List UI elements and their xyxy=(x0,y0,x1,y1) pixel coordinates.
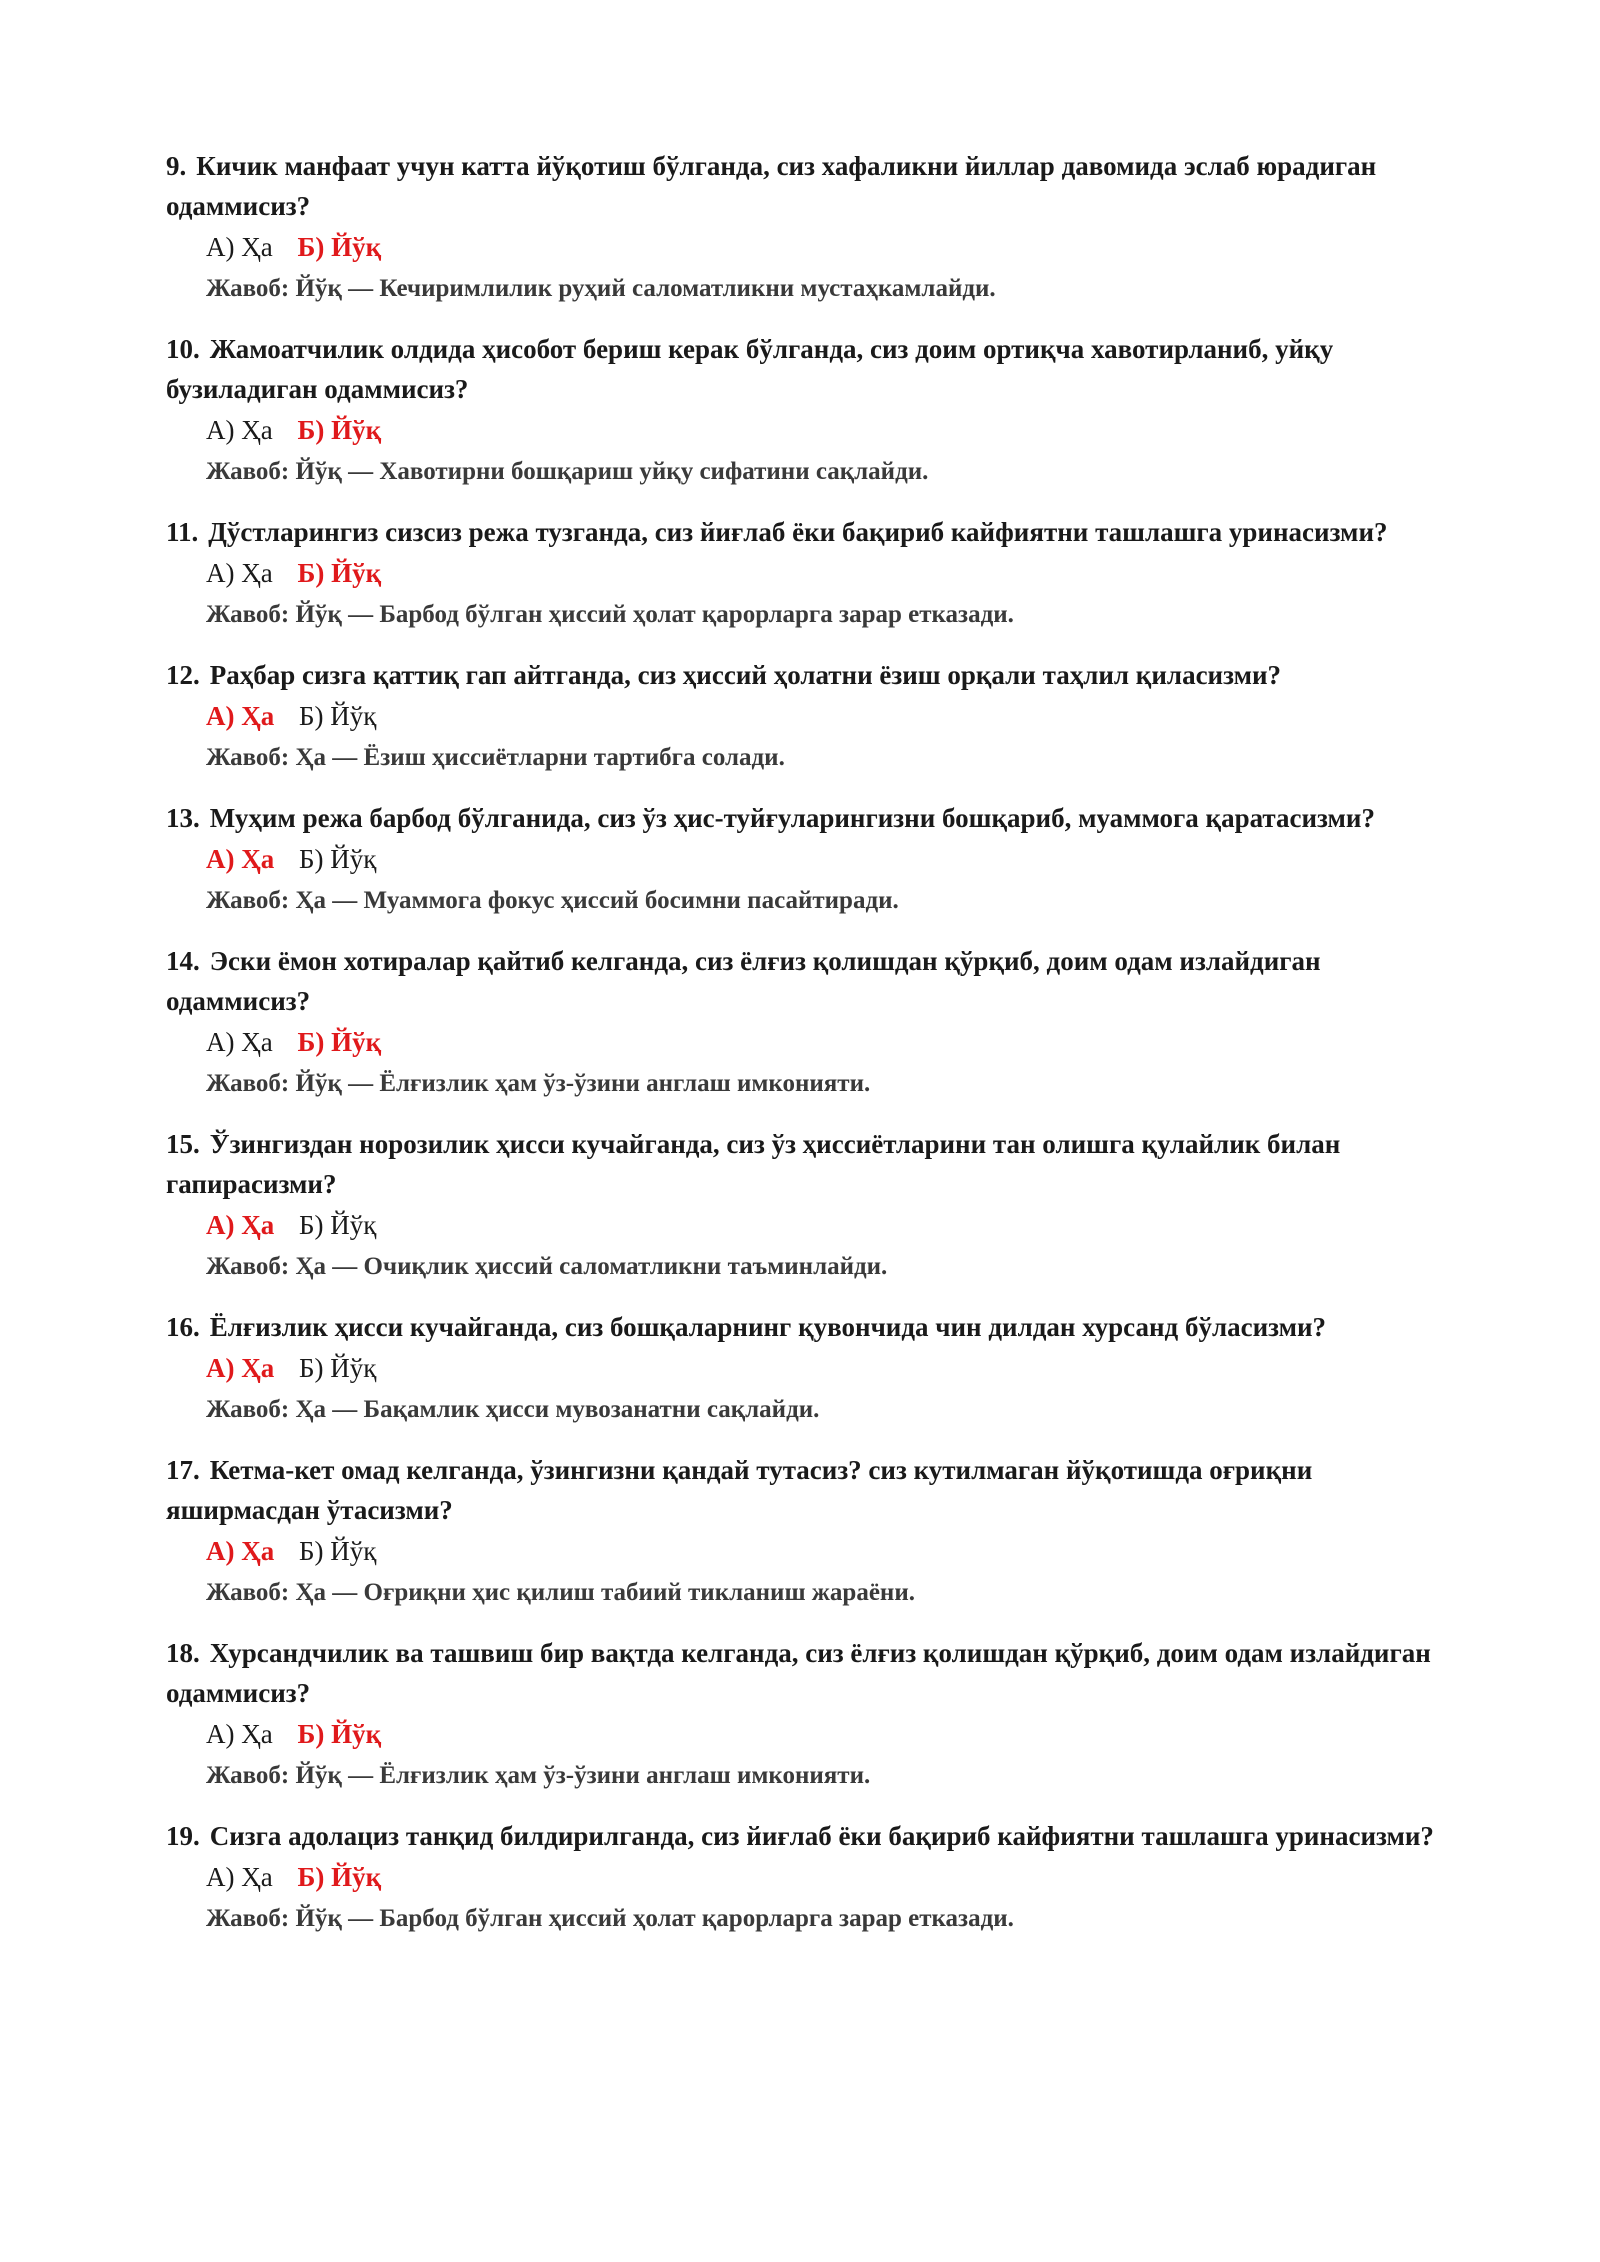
question-item xyxy=(166,146,1446,310)
option-b-selected[interactable]: Б) Йўқ xyxy=(297,1027,382,1057)
question-body: Сизга адолациз танқид билдирилганда, сиз йиғлаб ёки бақириб кайфиятни ташлашга уринасизми? xyxy=(209,1821,1434,1851)
option-a[interactable]: А) Ҳа xyxy=(206,415,273,445)
answer-options xyxy=(166,1347,1446,1389)
answer-explanation: Жавоб: Йўқ — Барбод бўлган ҳиссий ҳолат қарорларга зарар етказади. xyxy=(206,601,1014,628)
option-b[interactable]: Б) Йўқ xyxy=(299,1210,377,1240)
question-item xyxy=(166,1816,1446,1940)
answer-options xyxy=(166,226,1446,268)
answer-options xyxy=(166,695,1446,737)
option-b[interactable]: Б) Йўқ xyxy=(299,701,377,731)
question-number: 12. xyxy=(166,660,200,690)
answer-explanation: Жавоб: Ҳа — Бақамлик ҳисси мувозанатни сақлайди. xyxy=(206,1396,820,1423)
answer-explanation: Жавоб: Ҳа — Очиқлик ҳиссий саломатликни таъминлайди. xyxy=(206,1253,888,1280)
question-body: Раҳбар сизга қаттиқ гап айтганда, сиз ҳиссий ҳолатни ёзиш орқали таҳлил қиласизми? xyxy=(209,660,1282,690)
option-a-selected[interactable]: А) Ҳа xyxy=(206,701,275,731)
question-body: Хурсандчилик ва ташвиш бир вақтда келганда, сиз ёлғиз қолишдан қўрқиб, доим одам излайдиган одаммисиз? xyxy=(166,1638,1431,1708)
question-text xyxy=(166,1450,1446,1530)
answer-options xyxy=(166,1713,1446,1755)
option-a-selected[interactable]: А) Ҳа xyxy=(206,1210,275,1240)
option-a-selected[interactable]: А) Ҳа xyxy=(206,844,275,874)
option-a[interactable]: А) Ҳа xyxy=(206,1719,273,1749)
question-number: 15. xyxy=(166,1129,200,1159)
answer-explanation: Жавоб: Ҳа — Ёзиш ҳиссиётларни тартибга солади. xyxy=(206,744,785,771)
question-item xyxy=(166,798,1446,922)
answer-explanation: Жавоб: Ҳа — Муаммога фокус ҳиссий босимни пасайтиради. xyxy=(206,887,899,914)
question-number: 10. xyxy=(166,334,200,364)
question-item xyxy=(166,1633,1446,1797)
option-b-selected[interactable]: Б) Йўқ xyxy=(297,1862,382,1892)
question-item xyxy=(166,512,1446,636)
option-a-selected[interactable]: А) Ҳа xyxy=(206,1353,275,1383)
question-item xyxy=(166,1307,1446,1431)
question-text xyxy=(166,655,1446,695)
answer-options xyxy=(166,1204,1446,1246)
answer-explanation: Жавоб: Йўқ — Кечиримлилик руҳий саломатликни мустаҳкамлайди. xyxy=(206,275,996,302)
answer-explanation: Жавоб: Йўқ — Хавотирни бошқариш уйқу сифатини сақлайди. xyxy=(206,458,929,485)
question-body: Дўстларингиз сизсиз режа тузганда, сиз йиғлаб ёки бақириб кайфиятни ташлашга уринасизми? xyxy=(208,517,1388,547)
question-text xyxy=(166,1816,1446,1856)
option-a[interactable]: А) Ҳа xyxy=(206,558,273,588)
question-number: 14. xyxy=(166,946,200,976)
question-item xyxy=(166,655,1446,779)
question-body: Ўзингиздан норозилик ҳисси кучайганда, сиз ўз ҳиссиётларини тан олишга қулайлик билан гапирасизми? xyxy=(166,1129,1341,1199)
option-b-selected[interactable]: Б) Йўқ xyxy=(297,415,382,445)
question-item xyxy=(166,1450,1446,1614)
option-a-selected[interactable]: А) Ҳа xyxy=(206,1536,275,1566)
question-body: Жамоатчилик олдида ҳисобот бериш керак бўлганда, сиз доим ортиқча хавотирланиб, уйқу бузиладиган одаммисиз? xyxy=(166,334,1334,404)
option-b[interactable]: Б) Йўқ xyxy=(299,1536,377,1566)
answer-explanation: Жавоб: Йўқ — Ёлғизлик ҳам ўз-ўзини англаш имконияти. xyxy=(206,1070,871,1097)
option-b[interactable]: Б) Йўқ xyxy=(299,1353,377,1383)
question-number: 17. xyxy=(166,1455,200,1485)
question-text xyxy=(166,146,1446,226)
answer-options xyxy=(166,552,1446,594)
question-body: Ёлғизлик ҳисси кучайганда, сиз бошқаларнинг қувончида чин дилдан хурсанд бўласизми? xyxy=(209,1312,1327,1342)
answer-options xyxy=(166,1021,1446,1063)
question-item xyxy=(166,1124,1446,1288)
answer-options xyxy=(166,838,1446,880)
answer-options xyxy=(166,1530,1446,1572)
question-text xyxy=(166,798,1446,838)
question-item xyxy=(166,329,1446,493)
option-b-selected[interactable]: Б) Йўқ xyxy=(297,558,382,588)
answer-explanation: Жавоб: Йўқ — Ёлғизлик ҳам ўз-ўзини англаш имконияти. xyxy=(206,1762,871,1789)
question-number: 19. xyxy=(166,1821,200,1851)
document-page xyxy=(166,146,1446,1959)
question-item xyxy=(166,941,1446,1105)
question-body: Кетма-кет омад келганда, ўзингизни қандай тутасиз? сиз кутилмаган йўқотишда оғриқни яширмасдан ўтасизми? xyxy=(166,1455,1313,1525)
question-text xyxy=(166,941,1446,1021)
question-text xyxy=(166,512,1446,552)
option-b-selected[interactable]: Б) Йўқ xyxy=(297,1719,382,1749)
question-body: Муҳим режа барбод бўлганида, сиз ўз ҳис-туйғуларингизни бошқариб, муаммога қаратасизми? xyxy=(209,803,1375,833)
question-text xyxy=(166,1633,1446,1713)
question-text xyxy=(166,1307,1446,1347)
option-b[interactable]: Б) Йўқ xyxy=(299,844,377,874)
question-text xyxy=(166,329,1446,409)
option-a[interactable]: А) Ҳа xyxy=(206,1862,273,1892)
question-number: 18. xyxy=(166,1638,200,1668)
option-b-selected[interactable]: Б) Йўқ xyxy=(297,232,382,262)
option-a[interactable]: А) Ҳа xyxy=(206,1027,273,1057)
option-a[interactable]: А) Ҳа xyxy=(206,232,273,262)
answer-explanation: Жавоб: Ҳа — Оғриқни ҳис қилиш табиий тикланиш жараёни. xyxy=(206,1579,915,1606)
answer-options xyxy=(166,409,1446,451)
answer-explanation: Жавоб: Йўқ — Барбод бўлган ҳиссий ҳолат қарорларга зарар етказади. xyxy=(206,1905,1014,1932)
question-body: Эски ёмон хотиралар қайтиб келганда, сиз ёлғиз қолишдан қўрқиб, доим одам излайдиган одаммисиз? xyxy=(166,946,1321,1016)
answer-options xyxy=(166,1856,1446,1898)
question-number: 11. xyxy=(166,517,199,547)
question-body: Кичик манфаат учун катта йўқотиш бўлганда, сиз хафаликни йиллар давомида эслаб юрадиган одаммисиз? xyxy=(166,151,1377,221)
question-number: 9. xyxy=(166,151,187,181)
question-text xyxy=(166,1124,1446,1204)
question-number: 13. xyxy=(166,803,200,833)
question-number: 16. xyxy=(166,1312,200,1342)
